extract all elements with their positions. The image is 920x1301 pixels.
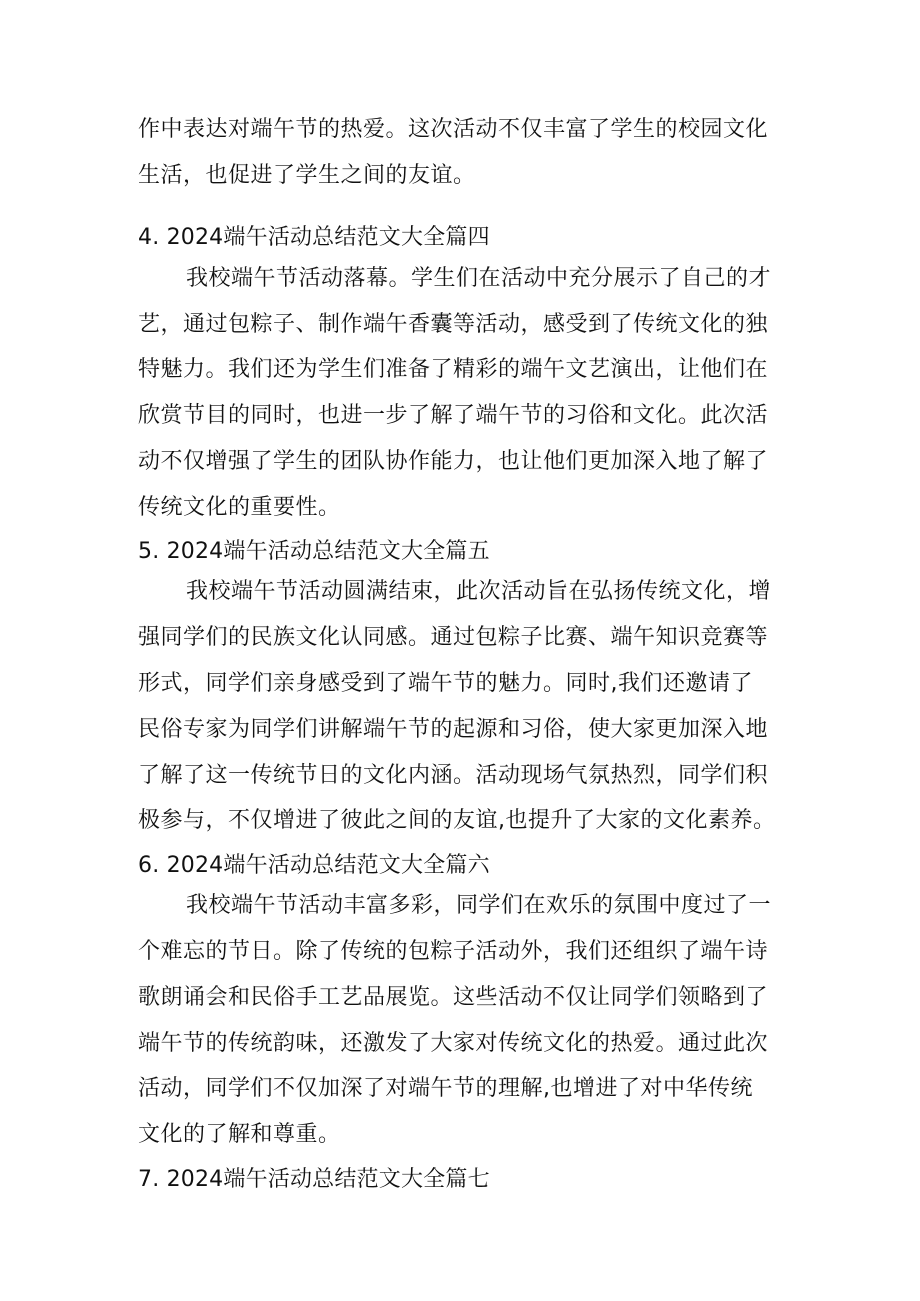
section-6-line-2: 个难忘的节日。除了传统的包粽子活动外，我们还组织了端午诗: [138, 939, 769, 964]
section-4-line-1: 我校端午节活动落幕。学生们在活动中充分展示了自己的才: [186, 266, 772, 291]
section-5-heading: 5. 2024端午活动总结范文大全篇五: [138, 539, 490, 564]
section-4-line-3: 特魅力。我们还为学生们准备了精彩的端午文艺演出，让他们在: [138, 357, 769, 382]
section-6-line-4: 端午节的传统韵味，还激发了大家对传统文化的热爱。通过此次: [138, 1031, 769, 1056]
section-5-line-6: 极参与，不仅增进了彼此之间的友谊,也提升了大家的文化素养。: [138, 808, 776, 833]
section-6-line-1: 我校端午节活动丰富多彩，同学们在欢乐的氛围中度过了一: [186, 893, 772, 918]
section-4-line-6: 传统文化的重要性。: [138, 495, 341, 520]
section-7-heading: 7. 2024端午活动总结范文大全篇七: [138, 1167, 490, 1192]
section-6-line-6: 文化的了解和尊重。: [138, 1122, 341, 1147]
intro-line-2: 生活，也促进了学生之间的友谊。: [138, 163, 476, 188]
section-5-line-1: 我校端午节活动圆满结束，此次活动旨在弘扬传统文化，增: [186, 579, 772, 604]
section-6-line-3: 歌朗诵会和民俗手工艺品展览。这些活动不仅让同学们领略到了: [138, 985, 769, 1010]
intro-line-1: 作中表达对端午节的热爱。这次活动不仅丰富了学生的校园文化: [138, 117, 769, 142]
section-6-heading: 6. 2024端午活动总结范文大全篇六: [138, 853, 490, 878]
section-4-heading: 4. 2024端午活动总结范文大全篇四: [138, 225, 490, 250]
section-5-line-2: 强同学们的民族文化认同感。通过包粽子比赛、端午知识竞赛等: [138, 625, 769, 650]
section-4-line-2: 艺，通过包粽子、制作端午香囊等活动，感受到了传统文化的独: [138, 312, 769, 337]
section-6-line-5: 活动，同学们不仅加深了对端午节的理解,也增进了对中华传统: [138, 1076, 753, 1101]
section-4-line-5: 动不仅增强了学生的团队协作能力，也让他们更加深入地了解了: [138, 449, 769, 474]
section-5-line-3: 形式，同学们亲身感受到了端午节的魅力。同时,我们还邀请了: [138, 671, 753, 696]
section-5-line-5: 了解了这一传统节日的文化内涵。活动现场气氛热烈，同学们积: [138, 763, 769, 788]
section-4-line-4: 欣赏节目的同时，也进一步了解了端午节的习俗和文化。此次活: [138, 403, 769, 428]
section-5-line-4: 民俗专家为同学们讲解端午节的起源和习俗，使大家更加深入地: [138, 717, 769, 742]
